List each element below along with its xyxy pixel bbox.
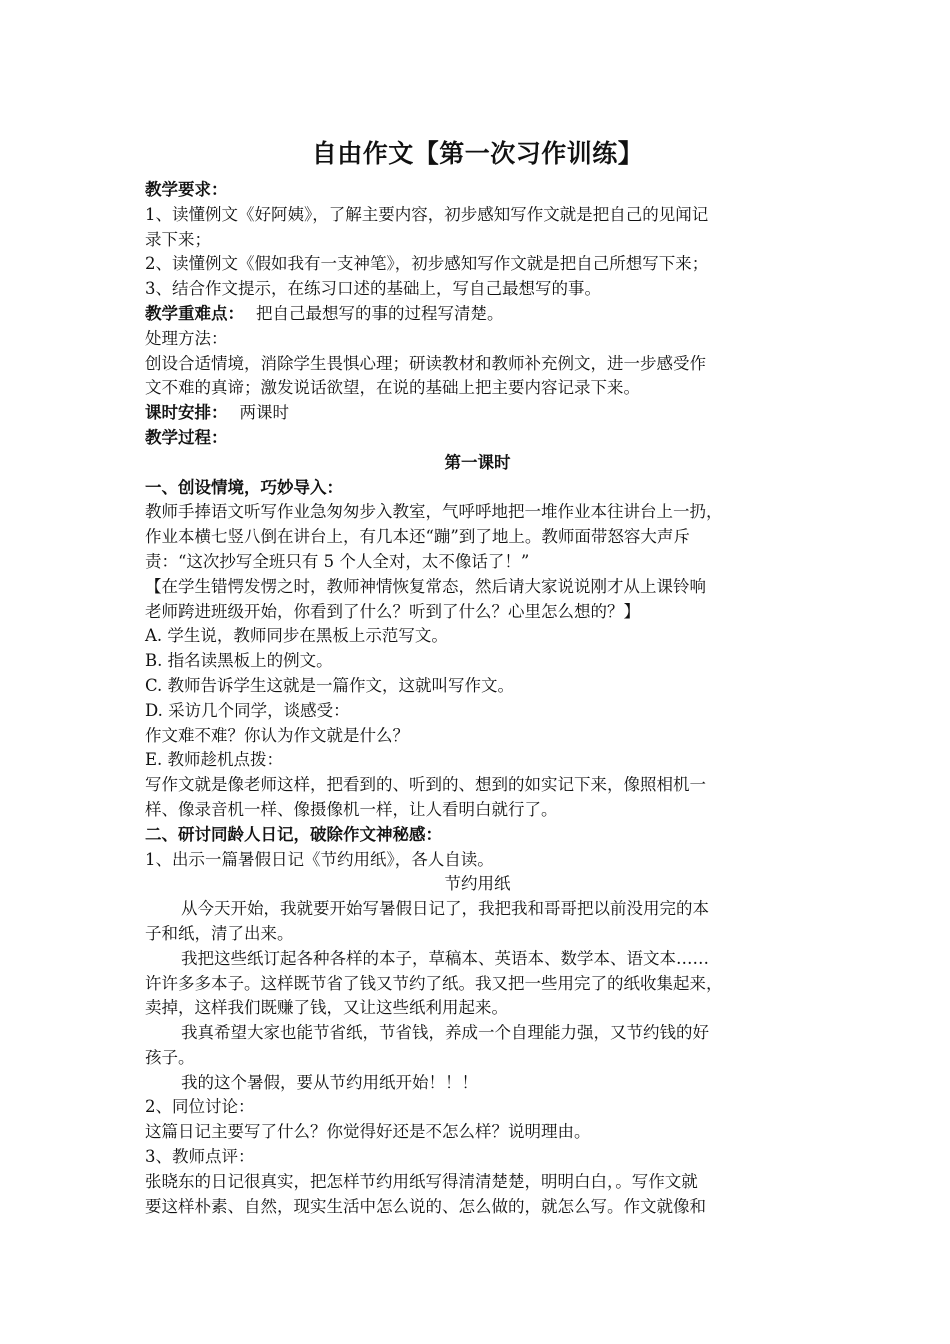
- line-text: 教师手捧语文听写作业急匆匆步入教室，气呼呼地把一堆作业本往讲台上一扔，: [145, 502, 723, 522]
- heading-text: 教学要求：: [145, 180, 228, 199]
- heading-line: [145, 302, 810, 327]
- text-line: [145, 228, 810, 253]
- text-line: [145, 1120, 810, 1145]
- line-text: 1、读懂例文《好阿姨》，了解主要内容，初步感知写作文就是把自己的见闻记: [145, 204, 709, 224]
- line-text: 录下来；: [145, 229, 211, 249]
- line-text: 3、结合作文提示，在练习口述的基础上，写自己最想写的事。: [145, 279, 601, 299]
- line-value: 把自己最想写的事的过程写清楚。: [256, 303, 504, 323]
- text-line: [145, 525, 810, 550]
- text-line: [145, 1046, 810, 1071]
- line-text: 我的这个暑假，要从节约用纸开始！！！: [181, 1072, 478, 1092]
- text-line: [145, 897, 810, 922]
- text-line: [145, 1145, 810, 1170]
- line-text: 2、同位讨论：: [145, 1097, 255, 1117]
- text-line: [145, 327, 810, 352]
- line-text: 我把这些纸订起各种各样的本子，草稿本、英语本、数学本、语文本……: [181, 948, 709, 968]
- line-text: E. 教师趁机点拨：: [145, 750, 284, 770]
- text-line: [145, 1170, 810, 1195]
- line-text: 处理方法：: [145, 328, 228, 348]
- line-text: 作文难不难？你认为作文就是什么？: [145, 725, 409, 745]
- text-line: [145, 872, 810, 897]
- heading-text: 二、研讨同龄人日记，破除作文神秘感：: [145, 824, 442, 844]
- line-text: 张晓东的日记很真实，把怎样节约用纸写得清清楚楚，明明白白，。写作文就: [145, 1171, 698, 1191]
- line-value: 两课时: [239, 403, 289, 423]
- line-text: 3、教师点评：: [145, 1147, 255, 1167]
- line-text: 1、出示一篇暑假日记《节约用纸》，各人自读。: [145, 849, 494, 869]
- line-text: B. 指名读黑板上的例文。: [145, 651, 333, 671]
- text-line: [145, 748, 810, 773]
- text-line: [145, 600, 810, 625]
- text-line: [145, 1071, 810, 1096]
- line-text: A. 学生说，教师同步在黑板上示范写文。: [145, 626, 448, 646]
- text-line: [145, 277, 810, 302]
- text-line: [145, 649, 810, 674]
- text-line: [145, 947, 810, 972]
- text-line: [145, 550, 810, 575]
- line-text: C. 教师告诉学生这就是一篇作文，这就叫写作文。: [145, 675, 515, 695]
- document-page: [145, 138, 810, 1219]
- heading-text: 一、创设情境，巧妙导入：: [145, 477, 343, 497]
- line-text: 【在学生错愕发愣之时，教师神情恢复常态，然后请大家说说刚才从上课铃响: [145, 576, 706, 596]
- line-text: 创设合适情境，消除学生畏惧心理；研读教材和教师补充例文，进一步感受作: [145, 353, 706, 373]
- text-line: [145, 1095, 810, 1120]
- line-text: 许许多多本子。这样既节省了钱又节约了纸。我又把一些用完了的纸收集起来，: [145, 973, 723, 993]
- text-line: [145, 252, 810, 277]
- heading-line: [145, 823, 810, 848]
- text-line: [145, 996, 810, 1021]
- line-text: 责：“这次抄写全班只有 5 个人全对，太不像话了！”: [145, 551, 530, 571]
- text-line: [145, 674, 810, 699]
- line-text: 写作文就是像老师这样，把看到的、听到的、想到的如实记下来，像照相机一: [145, 775, 706, 795]
- text-line: [145, 848, 810, 873]
- text-line: [145, 922, 810, 947]
- heading-text: 教学过程：: [145, 427, 228, 447]
- text-line: [145, 352, 810, 377]
- text-line: [145, 699, 810, 724]
- heading-line: [145, 476, 810, 501]
- line-text: 节约用纸: [444, 874, 511, 894]
- line-text: 孩子。: [145, 1047, 195, 1067]
- text-line: [145, 724, 810, 749]
- line-text: 老师跨进班级开始，你看到了什么？听到了什么？心里怎么想的？】: [145, 601, 640, 621]
- line-text: 文不难的真谛；激发说话欲望，在说的基础上把主要内容记录下来。: [145, 378, 640, 398]
- text-line: [145, 203, 810, 228]
- heading-line: [145, 451, 810, 476]
- text-line: [145, 575, 810, 600]
- line-text: 要这样朴素、自然，现实生活中怎么说的、怎么做的，就怎么写。作文就像和: [145, 1196, 706, 1216]
- text-line: [145, 500, 810, 525]
- heading-text: 教学重难点：: [145, 303, 244, 323]
- line-text: 这篇日记主要写了什么？你觉得好还是不怎么样？说明理由。: [145, 1122, 591, 1142]
- heading-text: 课时安排：: [145, 403, 228, 423]
- text-line: [145, 1195, 810, 1220]
- text-line: [145, 624, 810, 649]
- heading-line: [145, 426, 810, 451]
- line-text: 2、读懂例文《假如我有一支神笔》，初步感知写作文就是把自己所想写下来；: [145, 254, 709, 274]
- line-text: 样、像录音机一样、像摄像机一样，让人看明白就行了。: [145, 799, 558, 819]
- line-text: D. 采访几个同学，谈感受：: [145, 700, 350, 720]
- line-text: 从今天开始，我就要开始写暑假日记了，我把我和哥哥把以前没用完的本: [181, 899, 709, 919]
- text-line: [145, 798, 810, 823]
- heading-text: 第一课时: [444, 452, 511, 472]
- heading-line: [145, 401, 810, 426]
- document-body: [145, 178, 810, 1219]
- text-line: [145, 376, 810, 401]
- heading-line: [145, 178, 810, 203]
- line-text: 子和纸，清了出来。: [145, 923, 294, 943]
- text-line: [145, 1021, 810, 1046]
- text-line: [145, 773, 810, 798]
- line-text: 卖掉，这样我们既赚了钱，又让这些纸利用起来。: [145, 998, 508, 1018]
- line-text: 我真希望大家也能节省纸，节省钱，养成一个自理能力强，又节约钱的好: [181, 1023, 709, 1043]
- text-line: [145, 972, 810, 997]
- line-text: 作业本横七竖八倒在讲台上，有几本还“蹦”到了地上。教师面带怒容大声斥: [145, 527, 690, 547]
- document-title: 自由作文【第一次习作训练】: [311, 139, 644, 168]
